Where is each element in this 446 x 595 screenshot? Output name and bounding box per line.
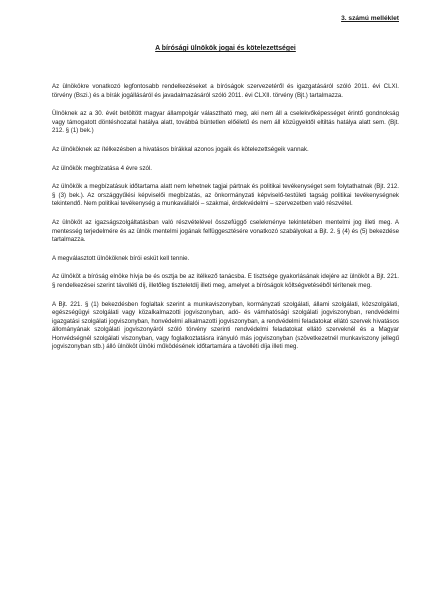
document-title: A bírósági ülnökök jogai és kötelezettségei [155, 45, 296, 52]
paragraph-eligibility: Ülnöknek az a 30. évét betöltött magyar állampolgár választható meg, aki nem áll a cselekvőképességet érintő gondnokság vagy támogatott döntéshozatal hatálya alatt, továbbá büntetlen előéletű és nem áll közügyektől eltiltás hatálya alatt sem. (Bjt. 212. § (1) bek.) [52, 110, 399, 135]
paragraph-assignment: Az ülnököt a bíróság elnöke hívja be és osztja be az ítélkező tanácsba. E tisztsége gyakorlásának idejére az ülnököt a Bjt. 221. § rendelkezései szerint távolléti díj, illetőleg tiszteletdíj illeti meg, amelyet a bíróságok költségvetéséből térítenek meg. [52, 273, 399, 289]
paragraph-oath: A megválasztott ülnököknek bírói esküt kell tennie. [52, 254, 190, 262]
paragraph-legal-sources: Az ülnökökre vonatkozó legfontosabb rendelkezéseket a bíróságok szervezetéről és igazgatásáról szóló 2011. évi CLXI. törvény (Bszi.) és a bírák jogállásáról és javadalmazásáról szóló 2011. évi CLXII. törvény (Bjt.) tartalmazza. [52, 83, 399, 99]
paragraph-term-length: Az ülnökök megbízatása 4 évre szól. [52, 164, 153, 172]
paragraph-political-activity: Az ülnökök a megbízatásuk időtartama alatt nem lehetnek tagjai pártnak és politikai tevékenységet sem folytathatnak (Bjt. 212. § (3) bek.). Az országgyűlési képviselői megbízatás, az önkormányzati képviselő-testületi tagság politikai tevékenységnek tekintendő. Nem politikai tevékenység a munkavállalói – szakmai, érdekvédelmi – szervezetben való részvétel. [52, 183, 399, 208]
paragraph-absence-pay: A Bjt. 221. § (1) bekezdésben foglaltak szerint a munkaviszonyban, kormányzati szolgálati, állami szolgálati, közszolgálati, egészségügyi szolgálati vagy közalkalmazotti jogviszonyban, adó- és vámhatósági szolgálati jogviszonyban, rendvédelmi igazgatási szolgálati jogviszonyban, honvédelmi alkalmazotti jogviszonyban, a rendvédelmi feladatokat ellátó szervek hivatásos állományának szolgálati jogviszonyáról szóló törvény szerinti rendvédelmi feladatokat ellátó szerveknél és a Magyar Honvédségnél szolgálati viszonyban, vagy foglalkoztatásra irányuló más jogviszonyban (szövetkezetnél munkaviszony jellegű jogviszonyban stb.) álló ülnököt ülnöki működésének időtartamára a távolléti díja illeti meg. [52, 300, 399, 351]
paragraph-immunity: Az ülnököt az igazságszolgáltatásban való részvételével összefüggő cselekménye tekintetében mentelmi jog illeti meg. A mentesség terjedelmére és az ülnök mentelmi jogának felfüggesztésére vonatkozó szabályokat a Bjt. 2. § (4) és (5) bekezdése tartalmazza. [52, 218, 399, 244]
annex-label: 3. számú melléklet [341, 15, 399, 22]
paragraph-equal-rights: Az ülnököknek az ítélkezésben a hivatásos bírákkal azonos jogaik és kötelezettségeik vannak. [52, 145, 309, 153]
